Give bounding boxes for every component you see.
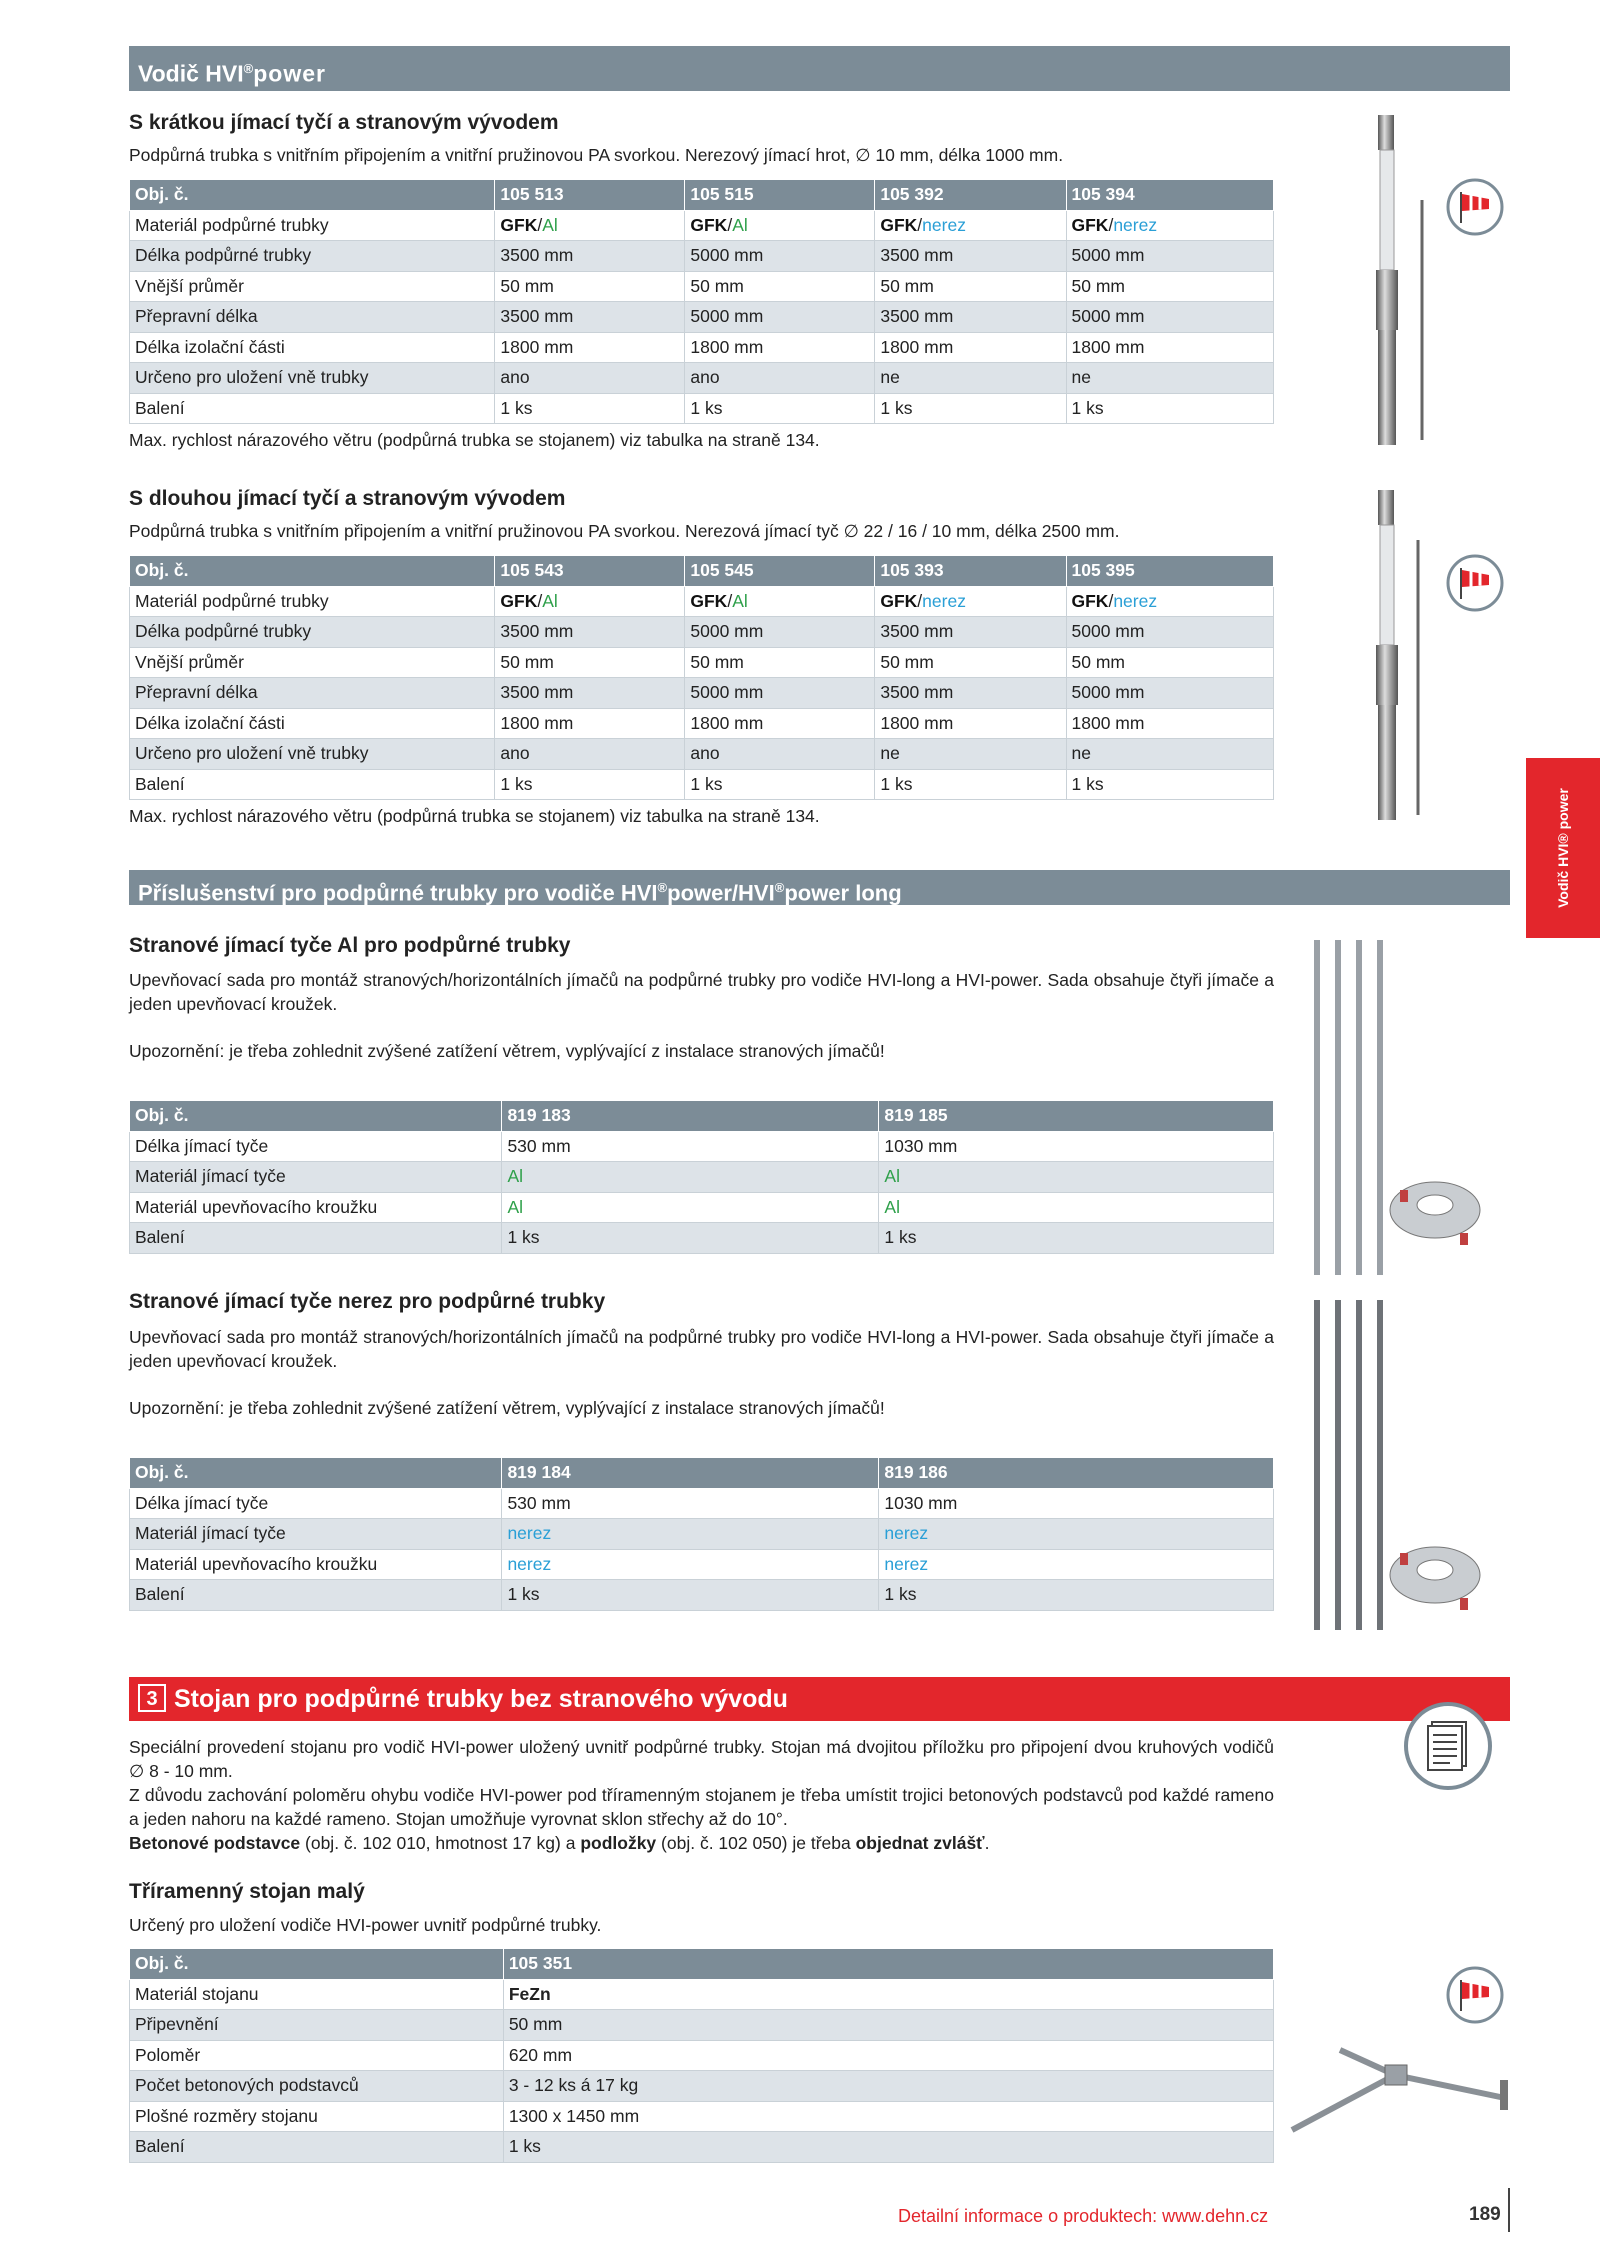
- windsock-icon: [1445, 553, 1505, 613]
- row-label-cell: Vnější průměr: [130, 271, 495, 302]
- value-cell: 1030 mm: [879, 1488, 1274, 1519]
- value-cell: 3 - 12 ks á 17 kg: [503, 2071, 1273, 2102]
- value-cell: 530 mm: [502, 1488, 879, 1519]
- value-cell: 1 ks: [1066, 769, 1274, 800]
- table-row: [130, 210, 1274, 241]
- value-cell: ne: [875, 363, 1066, 394]
- table-row: [130, 678, 1274, 709]
- value-cell: Al: [879, 1162, 1274, 1193]
- row-label-cell: Určeno pro uložení vně trubky: [130, 363, 495, 394]
- section-description: Podpůrná trubka s vnitřním připojením a vnitřní pružinovou PA svorkou. Nerezová jímací tyč ∅ 22 / 16 / 10 mm, délka 2500 mm.: [129, 521, 1120, 541]
- section-banner: [129, 1677, 1510, 1721]
- value-cell: 3500 mm: [495, 678, 685, 709]
- banner-title: Stojan pro podpůrné trubky bez stranového vývodu: [174, 1685, 788, 1713]
- row-label-cell: Délka jímací tyče: [130, 1131, 502, 1162]
- registered-mark: ®: [657, 880, 668, 895]
- section-title: Tříramenný stojan malý: [129, 1880, 365, 1903]
- order-number-cell: 105 394: [1066, 180, 1274, 211]
- value-cell: 3500 mm: [875, 678, 1066, 709]
- value-cell: ne: [1066, 363, 1274, 394]
- row-label-cell: Plošné rozměry stojanu: [130, 2101, 504, 2132]
- windsock-icon: [1445, 1965, 1505, 2025]
- section-description: Určený pro uložení vodiče HVI-power uvnitř podpůrné trubky.: [129, 1915, 602, 1935]
- support-tube-long-rod-image: [1360, 485, 1430, 825]
- value-cell: 50 mm: [875, 271, 1066, 302]
- row-label-cell: Balení: [130, 1223, 502, 1254]
- value-cell: 1 ks: [879, 1223, 1274, 1254]
- value-cell: 1030 mm: [879, 1131, 1274, 1162]
- text: .: [984, 1833, 990, 1853]
- table-row: [130, 1488, 1274, 1519]
- header-label-cell: Obj. č.: [130, 1458, 502, 1489]
- product-info-link[interactable]: Detailní informace o produktech: www.dehn.cz: [898, 2206, 1269, 2226]
- value-cell: Al: [502, 1192, 879, 1223]
- row-label-cell: Připevnění: [130, 2010, 504, 2041]
- row-label-cell: Materiál jímací tyče: [130, 1519, 502, 1550]
- section-banner: [129, 46, 1510, 91]
- value-cell: 50 mm: [503, 2010, 1273, 2041]
- row-label-cell: Počet betonových podstavců: [130, 2071, 504, 2102]
- value-cell: ano: [685, 739, 875, 770]
- value-cell: GFK/Al: [685, 210, 875, 241]
- value-cell: 1 ks: [495, 769, 685, 800]
- row-label-cell: Délka podpůrné trubky: [130, 617, 495, 648]
- row-label-cell: Balení: [130, 393, 495, 424]
- value-cell: 530 mm: [502, 1131, 879, 1162]
- value-cell: 620 mm: [503, 2040, 1273, 2071]
- banner-title-part: power/HVI: [667, 880, 775, 906]
- order-number-cell: 819 186: [879, 1458, 1274, 1489]
- value-cell: 1 ks: [502, 1580, 879, 1611]
- value-cell: FeZn: [503, 1979, 1273, 2010]
- value-cell: ano: [495, 739, 685, 770]
- row-label-cell: Délka jímací tyče: [130, 1488, 502, 1519]
- banner-title-suffix: power: [253, 60, 326, 87]
- value-cell: 50 mm: [875, 647, 1066, 678]
- table-row: [130, 1519, 1274, 1550]
- value-cell: ne: [875, 739, 1066, 770]
- table-row: [130, 393, 1274, 424]
- row-label-cell: Délka izolační části: [130, 332, 495, 363]
- section-description: Z důvodu zachování poloměru ohybu vodiče HVI-power pod tříramenným stojanem je třeba umístit trojici betonových podstavců pod každé rameno a jeden nahoru na každé rameno. Stojan umožňuje vyrovnat sklon střechy až do 10°.: [129, 1785, 1274, 1829]
- table-row: [130, 332, 1274, 363]
- page-number-rule: [1508, 2188, 1510, 2232]
- order-number-cell: 819 183: [502, 1101, 879, 1132]
- value-cell: 1 ks: [503, 2132, 1273, 2163]
- order-number-cell: 105 513: [495, 180, 685, 211]
- bold-text: podložky: [580, 1833, 657, 1853]
- table-header-row: [130, 1101, 1274, 1132]
- row-label-cell: Materiál jímací tyče: [130, 1162, 502, 1193]
- registered-mark: ®: [243, 61, 254, 76]
- order-note: [129, 1831, 1274, 1855]
- value-cell: 1 ks: [495, 393, 685, 424]
- value-cell: 50 mm: [685, 647, 875, 678]
- section-description: Upevňovací sada pro montáž stranových/horizontálních jímačů na podpůrné trubky pro vodiče HVI-long a HVI-power. Sada obsahuje čtyři jímače a jeden upevňovací kroužek.: [129, 1327, 1274, 1371]
- bold-text: Betonové podstavce: [129, 1833, 301, 1853]
- spec-table: [129, 1457, 1274, 1611]
- value-cell: 5000 mm: [685, 678, 875, 709]
- value-cell: nerez: [879, 1549, 1274, 1580]
- order-number-cell: 105 393: [875, 556, 1066, 587]
- table-header-row: [130, 556, 1274, 587]
- table-row: [130, 769, 1274, 800]
- value-cell: 5000 mm: [1066, 302, 1274, 333]
- banner-title-part: power long: [784, 880, 902, 906]
- table-row: [130, 1580, 1274, 1611]
- order-number-cell: 105 392: [875, 180, 1066, 211]
- table-row: [130, 302, 1274, 333]
- header-label-cell: Obj. č.: [130, 1949, 504, 1980]
- table-row: [130, 271, 1274, 302]
- row-label-cell: Balení: [130, 1580, 502, 1611]
- value-cell: 3500 mm: [495, 302, 685, 333]
- row-label-cell: Přepravní délka: [130, 302, 495, 333]
- value-cell: 5000 mm: [1066, 678, 1274, 709]
- value-cell: ne: [1066, 739, 1274, 770]
- value-cell: 3500 mm: [495, 241, 685, 272]
- value-cell: 3500 mm: [875, 302, 1066, 333]
- value-cell: GFK/nerez: [1066, 210, 1274, 241]
- table-row: [130, 708, 1274, 739]
- section-banner: [129, 870, 1510, 905]
- table-row: [130, 241, 1274, 272]
- section-description: Podpůrná trubka s vnitřním připojením a vnitřní pružinovou PA svorkou. Nerezový jímací hrot, ∅ 10 mm, délka 1000 mm.: [129, 145, 1064, 165]
- table-row: [130, 1549, 1274, 1580]
- spec-table: [129, 1948, 1274, 2163]
- warning-text: Upozornění: je třeba zohlednit zvýšené zatížení větrem, vyplývající z instalace stranových jímačů!: [129, 1398, 885, 1418]
- value-cell: 5000 mm: [1066, 617, 1274, 648]
- registered-mark: ®: [774, 880, 785, 895]
- row-label-cell: Balení: [130, 769, 495, 800]
- table-row: [130, 617, 1274, 648]
- order-number-cell: 105 351: [503, 1949, 1273, 1980]
- value-cell: 3500 mm: [495, 617, 685, 648]
- warning-text: Upozornění: je třeba zohlednit zvýšené zatížení větrem, vyplývající z instalace stranových jímačů!: [129, 1041, 885, 1061]
- table-row: [130, 1223, 1274, 1254]
- windsock-icon: [1445, 177, 1505, 237]
- value-cell: 1 ks: [875, 769, 1066, 800]
- value-cell: 1800 mm: [685, 332, 875, 363]
- section-title: S krátkou jímací tyčí a stranovým vývodem: [129, 111, 559, 134]
- value-cell: ano: [495, 363, 685, 394]
- order-number-cell: 819 184: [502, 1458, 879, 1489]
- row-label-cell: Určeno pro uložení vně trubky: [130, 739, 495, 770]
- section-title: Stranové jímací tyče nerez pro podpůrné trubky: [129, 1290, 606, 1313]
- spec-table: [129, 1100, 1274, 1254]
- documents-icon: [1402, 1700, 1494, 1792]
- order-number-cell: 105 515: [685, 180, 875, 211]
- value-cell: GFK/nerez: [1066, 586, 1274, 617]
- value-cell: Al: [879, 1192, 1274, 1223]
- section-title: S dlouhou jímací tyčí a stranovým vývodem: [129, 487, 566, 510]
- row-label-cell: Materiál podpůrné trubky: [130, 586, 495, 617]
- value-cell: 1 ks: [1066, 393, 1274, 424]
- page-number: 189: [1469, 2204, 1501, 2225]
- value-cell: 1800 mm: [875, 332, 1066, 363]
- order-number-cell: 105 543: [495, 556, 685, 587]
- banner-title: Vodič HVI: [138, 60, 244, 87]
- stainless-rods-image: [1305, 1295, 1485, 1635]
- row-label-cell: Délka izolační části: [130, 708, 495, 739]
- order-number-cell: 105 545: [685, 556, 875, 587]
- value-cell: GFK/Al: [495, 586, 685, 617]
- value-cell: 50 mm: [1066, 271, 1274, 302]
- text: (obj. č. 102 010, hmotnost 17 kg) a: [300, 1833, 581, 1853]
- row-label-cell: Balení: [130, 2132, 504, 2163]
- value-cell: 1800 mm: [495, 708, 685, 739]
- table-note: Max. rychlost nárazového větru (podpůrná trubka se stojanem) viz tabulka na straně 134.: [129, 430, 820, 450]
- value-cell: GFK/nerez: [875, 586, 1066, 617]
- table-row: [130, 363, 1274, 394]
- value-cell: GFK/nerez: [875, 210, 1066, 241]
- table-row: [130, 2010, 1274, 2041]
- row-label-cell: Poloměr: [130, 2040, 504, 2071]
- value-cell: 1 ks: [685, 769, 875, 800]
- value-cell: 1800 mm: [1066, 332, 1274, 363]
- side-tab-label: Vodič HVI® power: [1555, 788, 1571, 908]
- table-row: [130, 1131, 1274, 1162]
- table-row: [130, 586, 1274, 617]
- value-cell: 1800 mm: [685, 708, 875, 739]
- table-header-row: [130, 1949, 1274, 1980]
- table-row: [130, 1979, 1274, 2010]
- value-cell: GFK/Al: [685, 586, 875, 617]
- value-cell: 5000 mm: [685, 241, 875, 272]
- value-cell: 3500 mm: [875, 241, 1066, 272]
- value-cell: 50 mm: [1066, 647, 1274, 678]
- bold-text: objednat zvlášť: [855, 1833, 985, 1853]
- table-row: [130, 1192, 1274, 1223]
- value-cell: 50 mm: [495, 647, 685, 678]
- value-cell: 1 ks: [879, 1580, 1274, 1611]
- order-number-cell: 105 395: [1066, 556, 1274, 587]
- value-cell: 50 mm: [685, 271, 875, 302]
- value-cell: 1800 mm: [1066, 708, 1274, 739]
- value-cell: 1300 x 1450 mm: [503, 2101, 1273, 2132]
- table-row: [130, 2101, 1274, 2132]
- spec-table: [129, 555, 1274, 800]
- value-cell: 5000 mm: [685, 302, 875, 333]
- value-cell: 5000 mm: [685, 617, 875, 648]
- header-label-cell: Obj. č.: [130, 180, 495, 211]
- support-tube-short-rod-image: [1360, 110, 1430, 450]
- header-label-cell: Obj. č.: [130, 1101, 502, 1132]
- header-label-cell: Obj. č.: [130, 556, 495, 587]
- banner-title: Příslušenství pro podpůrné trubky pro vodiče HVI: [138, 880, 658, 906]
- table-header-row: [130, 1458, 1274, 1489]
- value-cell: 50 mm: [495, 271, 685, 302]
- table-row: [130, 2040, 1274, 2071]
- value-cell: 3500 mm: [875, 617, 1066, 648]
- section-title: Stranové jímací tyče Al pro podpůrné trubky: [129, 934, 571, 957]
- section-number: 3: [138, 1684, 166, 1712]
- value-cell: 1 ks: [502, 1223, 879, 1254]
- aluminium-rods-image: [1305, 935, 1485, 1280]
- section-description: Speciální provedení stojanu pro vodič HVI-power uložený uvnitř podpůrné trubky. Stojan má dvojitou příložku pro připojení dvou kruhových vodičů ∅ 8 - 10 mm.: [129, 1737, 1274, 1781]
- value-cell: GFK/Al: [495, 210, 685, 241]
- row-label-cell: Vnější průměr: [130, 647, 495, 678]
- value-cell: nerez: [879, 1519, 1274, 1550]
- row-label-cell: Materiál stojanu: [130, 1979, 504, 2010]
- table-row: [130, 2132, 1274, 2163]
- section-description: Upevňovací sada pro montáž stranových/horizontálních jímačů na podpůrné trubky pro vodiče HVI-long a HVI-power. Sada obsahuje čtyři jímače a jeden upevňovací kroužek.: [129, 970, 1274, 1014]
- table-row: [130, 1162, 1274, 1193]
- row-label-cell: Přepravní délka: [130, 678, 495, 709]
- chapter-side-tab: [1526, 758, 1600, 938]
- value-cell: 1 ks: [875, 393, 1066, 424]
- three-arm-stand-image: [1280, 2040, 1520, 2140]
- value-cell: ano: [685, 363, 875, 394]
- row-label-cell: Materiál upevňovacího kroužku: [130, 1192, 502, 1223]
- value-cell: 1 ks: [685, 393, 875, 424]
- table-note: Max. rychlost nárazového větru (podpůrná trubka se stojanem) viz tabulka na straně 134.: [129, 806, 820, 826]
- spec-table: [129, 179, 1274, 424]
- value-cell: nerez: [502, 1519, 879, 1550]
- text: (obj. č. 102 050) je třeba: [656, 1833, 856, 1853]
- row-label-cell: Materiál podpůrné trubky: [130, 210, 495, 241]
- row-label-cell: Materiál upevňovacího kroužku: [130, 1549, 502, 1580]
- order-number-cell: 819 185: [879, 1101, 1274, 1132]
- table-header-row: [130, 180, 1274, 211]
- table-row: [130, 647, 1274, 678]
- table-row: [130, 2071, 1274, 2102]
- value-cell: 1800 mm: [495, 332, 685, 363]
- row-label-cell: Délka podpůrné trubky: [130, 241, 495, 272]
- value-cell: nerez: [502, 1549, 879, 1580]
- value-cell: 1800 mm: [875, 708, 1066, 739]
- value-cell: 5000 mm: [1066, 241, 1274, 272]
- value-cell: Al: [502, 1162, 879, 1193]
- table-row: [130, 739, 1274, 770]
